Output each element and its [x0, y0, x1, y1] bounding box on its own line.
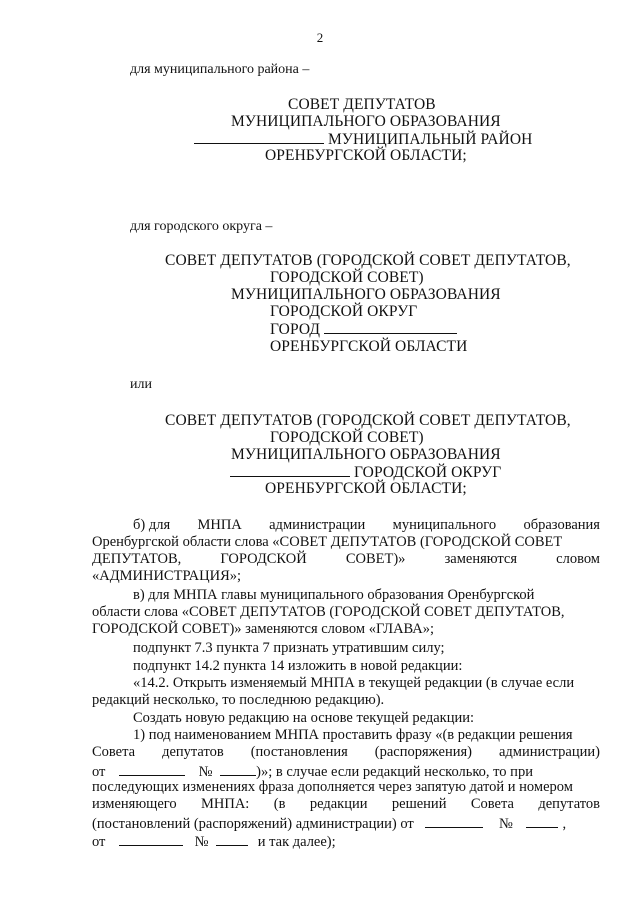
- item1-word: (в: [273, 796, 286, 812]
- item1-line3-text: )»; в случае если редакций несколько, то при: [256, 764, 533, 780]
- item1-line1: 1) под наименованием МНПА проставить фразу «(в редакции решения: [133, 727, 573, 743]
- number-sign: №: [198, 764, 213, 780]
- page-number: 2: [316, 30, 324, 45]
- line-14-2: подпункт 14.2 пункта 14 изложить в новой редакции:: [133, 658, 463, 674]
- para-b-word: МНПА: [197, 517, 242, 533]
- number-sign: №: [194, 834, 209, 850]
- item1-word: депутатов: [162, 744, 224, 760]
- blank-number: [526, 814, 558, 828]
- para-b-line4: «АДМИНИСТРАЦИЯ»;: [92, 568, 242, 584]
- para-b-word: ДЕПУТАТОВ,: [92, 551, 182, 567]
- para-b-word: словом: [556, 551, 600, 567]
- intro-municipal-district: для муниципального района –: [130, 62, 310, 77]
- city-title-line2: ГОРОДСКОЙ СОВЕТ): [270, 269, 424, 286]
- para-b-word: ГОРОДСКОЙ: [220, 551, 307, 567]
- district-title-line1: СОВЕТ ДЕПУТАТОВ: [288, 96, 436, 113]
- create-line: Создать новую редакцию на основе текущей редакции:: [133, 710, 475, 726]
- item1-word: депутатов: [538, 796, 600, 812]
- para-b-word: заменяются: [444, 551, 518, 567]
- item1-line7: [92, 832, 336, 851]
- para-v-line3: ГОРОДСКОЙ СОВЕТ)» заменяются словом «ГЛАВА»;: [92, 621, 435, 637]
- intro-city-district: для городского округа –: [130, 219, 273, 234]
- blank-date: [425, 814, 483, 828]
- item1-line5: [92, 796, 600, 813]
- city-title-line4: ГОРОДСКОЙ ОКРУГ: [270, 303, 418, 320]
- alt-city-title-line5: ОРЕНБУРГСКОЙ ОБЛАСТИ;: [265, 480, 467, 497]
- para-b-word: администрации: [269, 517, 366, 533]
- blank-city-name: [324, 320, 457, 334]
- item1-from: от: [92, 764, 106, 780]
- item1-word: МНПА:: [201, 796, 250, 812]
- blank-city-district-name: [230, 463, 350, 477]
- item1-word: Совета: [92, 744, 136, 760]
- item1-line6-text: (постановлений (распоряжений) администрации) от: [92, 816, 414, 832]
- alt-city-title-line2: ГОРОДСКОЙ СОВЕТ): [270, 429, 424, 446]
- para-v-line2: области слова «СОВЕТ ДЕПУТАТОВ (ГОРОДСКОЙ СОВЕТ ДЕПУТАТОВ,: [92, 604, 565, 620]
- comma: ,: [562, 816, 567, 832]
- alt-city-title-line3: МУНИЦИПАЛЬНОГО ОБРАЗОВАНИЯ: [231, 446, 501, 463]
- item1-word: редакции: [309, 796, 368, 812]
- item1-line4: последующих изменениях фраза дополняется через запятую датой и номером: [92, 779, 573, 795]
- city-title-line5: [270, 320, 457, 339]
- city-title-line6: ОРЕНБУРГСКОЙ ОБЛАСТИ: [270, 338, 468, 355]
- quote-14-2-line1: «14.2. Открыть изменяемый МНПА в текущей редакции (в случае если: [133, 675, 575, 691]
- para-b-word: муниципального: [392, 517, 497, 533]
- para-b-line3: [92, 551, 600, 568]
- para-b-word: б) для: [133, 517, 171, 533]
- para-v-line1: в) для МНПА главы муниципального образования Оренбургской: [133, 587, 535, 603]
- para-b-line1: [133, 517, 600, 534]
- item1-word: Совета: [470, 796, 514, 812]
- para-b-line2: Оренбургской области слова «СОВЕТ ДЕПУТАТОВ (ГОРОДСКОЙ СОВЕТ: [92, 534, 563, 550]
- item1-line6: [92, 814, 566, 833]
- item1-word: (распоряжения): [374, 744, 472, 760]
- item1-line7-text: и так далее);: [257, 834, 336, 850]
- quote-14-2-line2: редакций несколько, то последнюю редакцию).: [92, 692, 385, 708]
- alt-city-title-line1: СОВЕТ ДЕПУТАТОВ (ГОРОДСКОЙ СОВЕТ ДЕПУТАТОВ,: [165, 412, 571, 429]
- district-title-line3-text: МУНИЦИПАЛЬНЫЙ РАЙОН: [327, 131, 533, 148]
- line-7-3: подпункт 7.3 пункта 7 признать утратившим силу;: [133, 640, 445, 656]
- blank-date: [119, 832, 183, 846]
- para-b-word: образования: [523, 517, 600, 533]
- alt-city-title-line4-text: ГОРОДСКОЙ ОКРУГ: [353, 464, 502, 481]
- district-title-line2: МУНИЦИПАЛЬНОГО ОБРАЗОВАНИЯ: [231, 113, 501, 130]
- blank-district-name: [194, 130, 324, 144]
- or-word: или: [130, 377, 152, 392]
- district-title-line4: ОРЕНБУРГСКОЙ ОБЛАСТИ;: [265, 147, 467, 164]
- blank-date: [119, 762, 185, 776]
- para-b-word: СОВЕТ)»: [345, 551, 406, 567]
- city-title-line1: СОВЕТ ДЕПУТАТОВ (ГОРОДСКОЙ СОВЕТ ДЕПУТАТОВ,: [165, 252, 571, 269]
- item1-word: администрации): [498, 744, 600, 760]
- item1-word: (постановления: [250, 744, 348, 760]
- item1-word: изменяющего: [92, 796, 177, 812]
- blank-number: [220, 762, 256, 776]
- city-title-line5-text: ГОРОД: [270, 321, 321, 338]
- number-sign: №: [498, 816, 513, 832]
- item1-line2: [92, 744, 600, 761]
- item1-from: от: [92, 834, 106, 850]
- blank-number: [216, 832, 248, 846]
- city-title-line3: МУНИЦИПАЛЬНОГО ОБРАЗОВАНИЯ: [231, 286, 501, 303]
- item1-word: решений: [391, 796, 447, 812]
